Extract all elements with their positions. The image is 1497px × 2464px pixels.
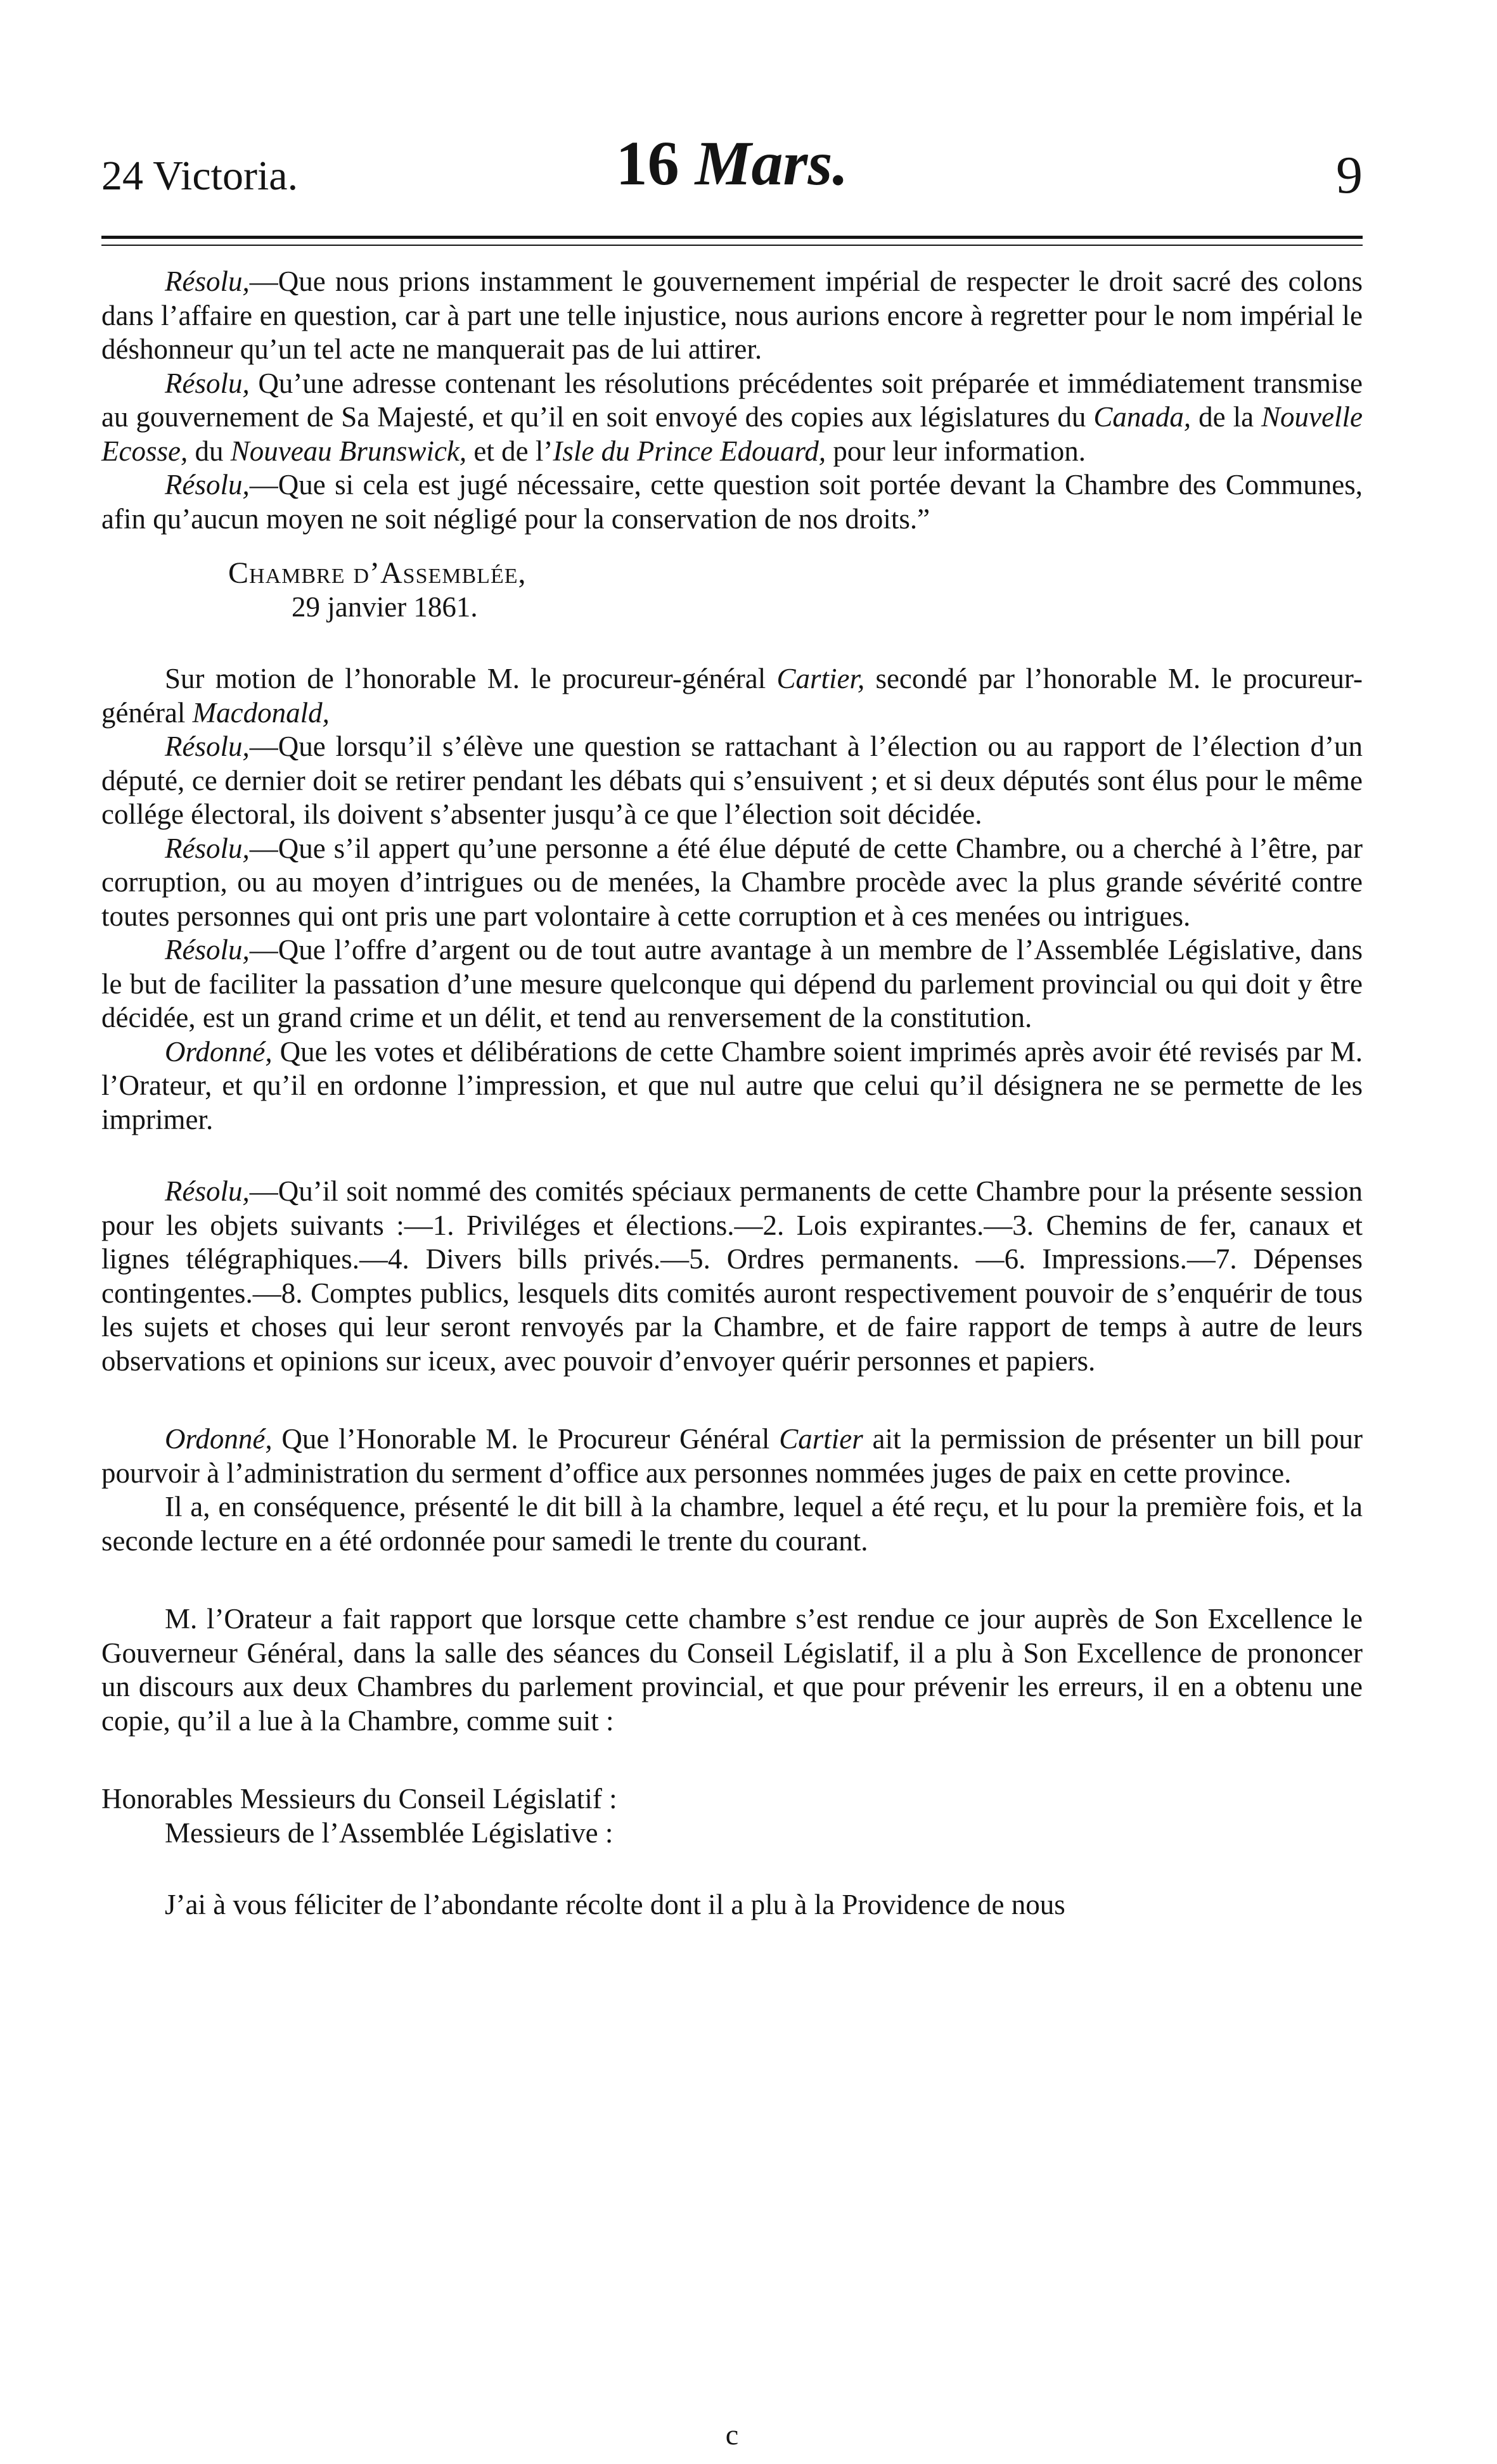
paragraph-text: Qu’une adresse contenant les résolutions précédentes soit préparée et immédiatement transmise au gouvernement de Sa Majesté, et qu’il en soit envoyé des copies aux législatures du [101,367,1363,433]
paragraph-text: Il a, en conséquence, présenté le dit bill à la chambre, lequel a été reçu, et lu pour la première fois, et la seconde lecture en a été ordonnée pour samedi le trente du courant. [101,1491,1363,1557]
header-date [101,127,1363,200]
resolu-label: Résolu, [165,265,250,297]
address-assembly: Messieurs de l’Assemblée Législative : [165,1816,614,1849]
ordonne-label: Ordonné, [165,1035,273,1068]
person-name: Cartier, [776,663,865,694]
page-number: 9 [1336,146,1363,205]
paragraph-speech [101,1888,1363,1922]
paragraph-resolu-2 [101,367,1363,469]
paragraph-text: de la [1191,401,1262,433]
place-name: Isle du Prince Edouard, [553,435,826,467]
paragraph-text: J’ai à vous féliciter de l’abondante récolte dont il a plu à la Providence de nous [165,1889,1065,1920]
header-session: 24 Victoria. [101,153,299,199]
paragraph-ordonne-2 [101,1422,1363,1490]
speech-address [101,1782,1363,1850]
paragraph-resolu-5 [101,832,1363,934]
paragraph-text: du [188,435,231,467]
person-name: Macdonald, [192,696,330,729]
resolu-label: Résolu, [165,367,250,399]
header-day: 16 [615,128,679,198]
paragraph-text: Que l’Honorable M. le Procureur Général [272,1423,780,1455]
assembly-signature [228,556,1363,624]
paragraph-text: et de l’ [466,435,553,467]
place-name: Nouvelle Ecosse, [101,401,1363,467]
resolu-label: Résolu, [165,469,250,501]
paragraph-text: —Qu’il soit nommé des comités spéciaux permanents de cette Chambre pour la présente session pour les objets suivants :—1. Priviléges et élections.—2. Lois expirantes.—3. Chemins de fer, canaux et lignes télégraphiques.—4. Divers bills privés.—5. Ordres permanents. —6. Impressions.—7. Dépenses contingentes.—8. Comptes publics, lesquels dits comités auront respectivement pouvoir de s’enquérir de tous les sujets et choses qui leur seront renvoyés par la Chambre, et de faire rapport de temps à autre de leurs observations et opinions sur iceux, avec pouvoir d’envoyer quérir personnes et papiers. [101,1175,1363,1377]
paragraph-text: —Que s’il appert qu’une personne a été élue député de cette Chambre, ou a cherché à l’être, par corruption, ou au moyen d’intrigues ou de menées, la Chambre procède avec la plus grande sévérité contre toutes personnes qui ont pris une part volontaire à cette corruption et à ces menées ou intrigues. [101,832,1363,932]
paragraph-orateur [101,1602,1363,1738]
paragraph-ordonne-1 [101,1035,1363,1137]
header-rule-thick [101,236,1363,239]
paragraph-text: Sur motion de l’honorable M. le procureur-général [165,663,777,694]
resolu-label: Résolu, [165,731,250,762]
paragraph-resolu-3 [101,468,1363,536]
signature-chamber: Chambre d’Assemblée, [228,556,527,590]
paragraph-text: —Que si cela est jugé nécessaire, cette question soit portée devant la Chambre des Communes, afin qu’aucun moyen ne soit négligé pour la conservation de nos droits.” [101,469,1363,535]
paragraph-text: M. l’Orateur a fait rapport que lorsque cette chambre s’est rendue ce jour auprès de Son Excellence le Gouverneur Général, dans la salle des séances du Conseil Législatif, il a plu à Son Excellence de prononcer un discours aux deux Chambres du parlement provincial, et que pour prévenir les erreurs, il en a obtenu une copie, qu’il a lue à la Chambre, comme suit : [101,1603,1363,1737]
paragraph-bill [101,1490,1363,1558]
header-month: Mars. [695,128,849,198]
paragraph-text: ait la permission de présenter un bill pour pourvoir à l’administration du serment d’office aux personnes nommées juges de paix en cette province. [101,1423,1363,1489]
resolu-label: Résolu, [165,832,250,864]
paragraph-text: Que les votes et délibérations de cette Chambre soient imprimés après avoir été revisés par M. l’Orateur, et qu’il en ordonne l’impression, et que nul autre que celui qu’il désignera ne se permette de les imprimer. [101,1035,1363,1135]
resolu-label: Résolu, [165,1175,250,1207]
page-body [101,265,1363,1922]
paragraph-motion [101,662,1363,730]
paragraph-text: secondé par l’honorable M. le procureur-général [101,663,1363,729]
paragraph-text: —Que lorsqu’il s’élève une question se rattachant à l’élection ou au rapport de l’élection d’un député, ce dernier doit se retirer pendant les débats qui s’ensuivent ; et si deux députés sont élus pour le même collége électoral, ils doivent s’absenter jusqu’à ce que l’élection soit décidée. [101,731,1363,830]
address-council: Honorables Messieurs du Conseil Législatif : [101,1783,617,1815]
paragraph-resolu-6 [101,933,1363,1035]
paragraph-resolu-4 [101,730,1363,832]
resolu-label: Résolu, [165,934,250,966]
paragraph-text: pour leur information. [826,435,1086,467]
paragraph-resolu-7 [101,1175,1363,1378]
signature-mark: c [725,2418,739,2451]
signature-date: 29 janvier 1861. [292,590,478,623]
paragraph-resolu-1 [101,265,1363,367]
place-name: Canada, [1093,401,1192,433]
ordonne-label: Ordonné, [165,1423,273,1455]
paragraph-text: —Que nous prions instamment le gouvernement impérial de respecter le droit sacré des colons dans l’affaire en question, car à part une telle injustice, nous aurions encore à regretter pour le nom impérial le déshonneur qu’un tel acte ne manquerait pas de lui attirer. [101,265,1363,365]
place-name: Nouveau Brunswick, [230,435,467,467]
header-rule-thin [101,245,1363,246]
paragraph-text: —Que l’offre d’argent ou de tout autre avantage à un membre de l’Assemblée Législative, dans le but de faciliter la passation d’une mesure quelconque qui dépend du parlement provincial ou qui doit y être décidée, est un grand crime et un délit, et tend au renversement de la constitution. [101,934,1363,1033]
person-name: Cartier [779,1423,863,1455]
running-header [101,127,1363,222]
